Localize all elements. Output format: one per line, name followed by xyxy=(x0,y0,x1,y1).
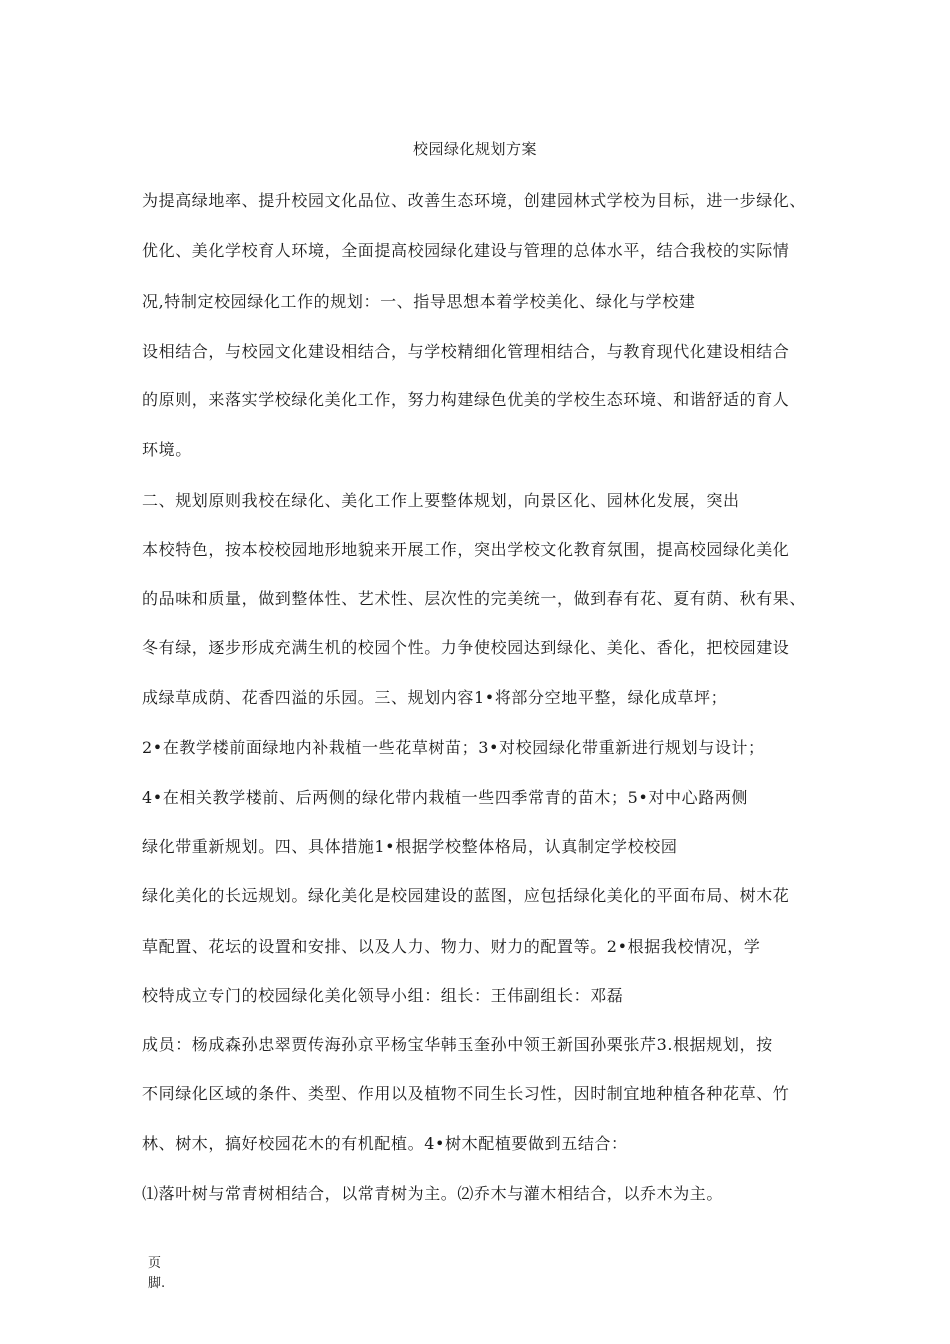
body-line: 4•在相关教学楼前、后两侧的绿化带内栽植一些四季常青的苗木；5•对中心路两侧 xyxy=(142,788,749,807)
body-line: 的原则，来落实学校绿化美化工作，努力构建绿色优美的学校生态环境、和谐舒适的育人 xyxy=(142,390,790,409)
body-line: 2•在教学楼前面绿地内补栽植一些花草树苗；3•对校园绿化带重新进行规划与设计； xyxy=(142,738,765,757)
footer-line: 页 xyxy=(148,1256,162,1271)
body-line: 成员：杨成森孙忠翠贾传海孙京平杨宝华韩玉奎孙中领王新国孙栗张芹3.根据规划，按 xyxy=(142,1035,773,1054)
body-line: 二、规划原则我校在绿化、美化工作上要整体规划，向景区化、园林化发展，突出 xyxy=(142,491,740,510)
footer-line: 脚. xyxy=(148,1276,166,1291)
page-footer xyxy=(148,1254,165,1294)
body-line: 优化、美化学校育人环境，全面提高校园绿化建设与管理的总体水平，结合我校的实际情 xyxy=(142,241,790,260)
body-line: 环境。 xyxy=(142,440,192,459)
body-line: 本校特色，按本校校园地形地貌来开展工作，突出学校文化教育氛围，提高校园绿化美化 xyxy=(142,540,790,559)
body-line: 为提高绿地率、提升校园文化品位、改善生态环境，创建园林式学校为目标，进一步绿化、 xyxy=(142,191,807,210)
body-line: 绿化带重新规划。四、具体措施1•根据学校整体格局，认真制定学校校园 xyxy=(142,837,678,856)
body-line: 林、树木，搞好校园花木的有机配植。4•树木配植要做到五结合： xyxy=(142,1134,628,1153)
body-line: 绿化美化的长远规划。绿化美化是校园建设的蓝图，应包括绿化美化的平面布局、树木花 xyxy=(142,886,790,905)
body-line: 冬有绿，逐步形成充满生机的校园个性。力争使校园达到绿化、美化、香化，把校园建设 xyxy=(142,638,790,657)
document-title: 校园绿化规划方案 xyxy=(412,140,537,158)
body-line: ⑴落叶树与常青树相结合，以常青树为主。⑵乔木与灌木相结合，以乔木为主。 xyxy=(142,1184,724,1203)
body-line: 草配置、花坛的设置和安排、以及人力、物力、财力的配置等。2•根据我校情况，学 xyxy=(142,937,761,956)
body-line: 的品味和质量，做到整体性、艺术性、层次性的完美统一，做到春有花、夏有荫、秋有果、 xyxy=(142,589,807,608)
body-line: 成绿草成荫、花香四溢的乐园。三、规划内容1•将部分空地平整，绿化成草坪； xyxy=(142,688,728,707)
body-line: 校特成立专门的校园绿化美化领导小组：组长：王伟副组长：邓磊 xyxy=(142,986,624,1005)
body-line: 不同绿化区域的条件、类型、作用以及植物不同生长习性，因时制宜地种植各种花草、竹 xyxy=(142,1084,790,1103)
body-line: 设相结合，与校园文化建设相结合，与学校精细化管理相结合，与教育现代化建设相结合 xyxy=(142,342,790,361)
body-line: 况,特制定校园绿化工作的规划：一、指导思想本着学校美化、绿化与学校建 xyxy=(142,292,696,311)
